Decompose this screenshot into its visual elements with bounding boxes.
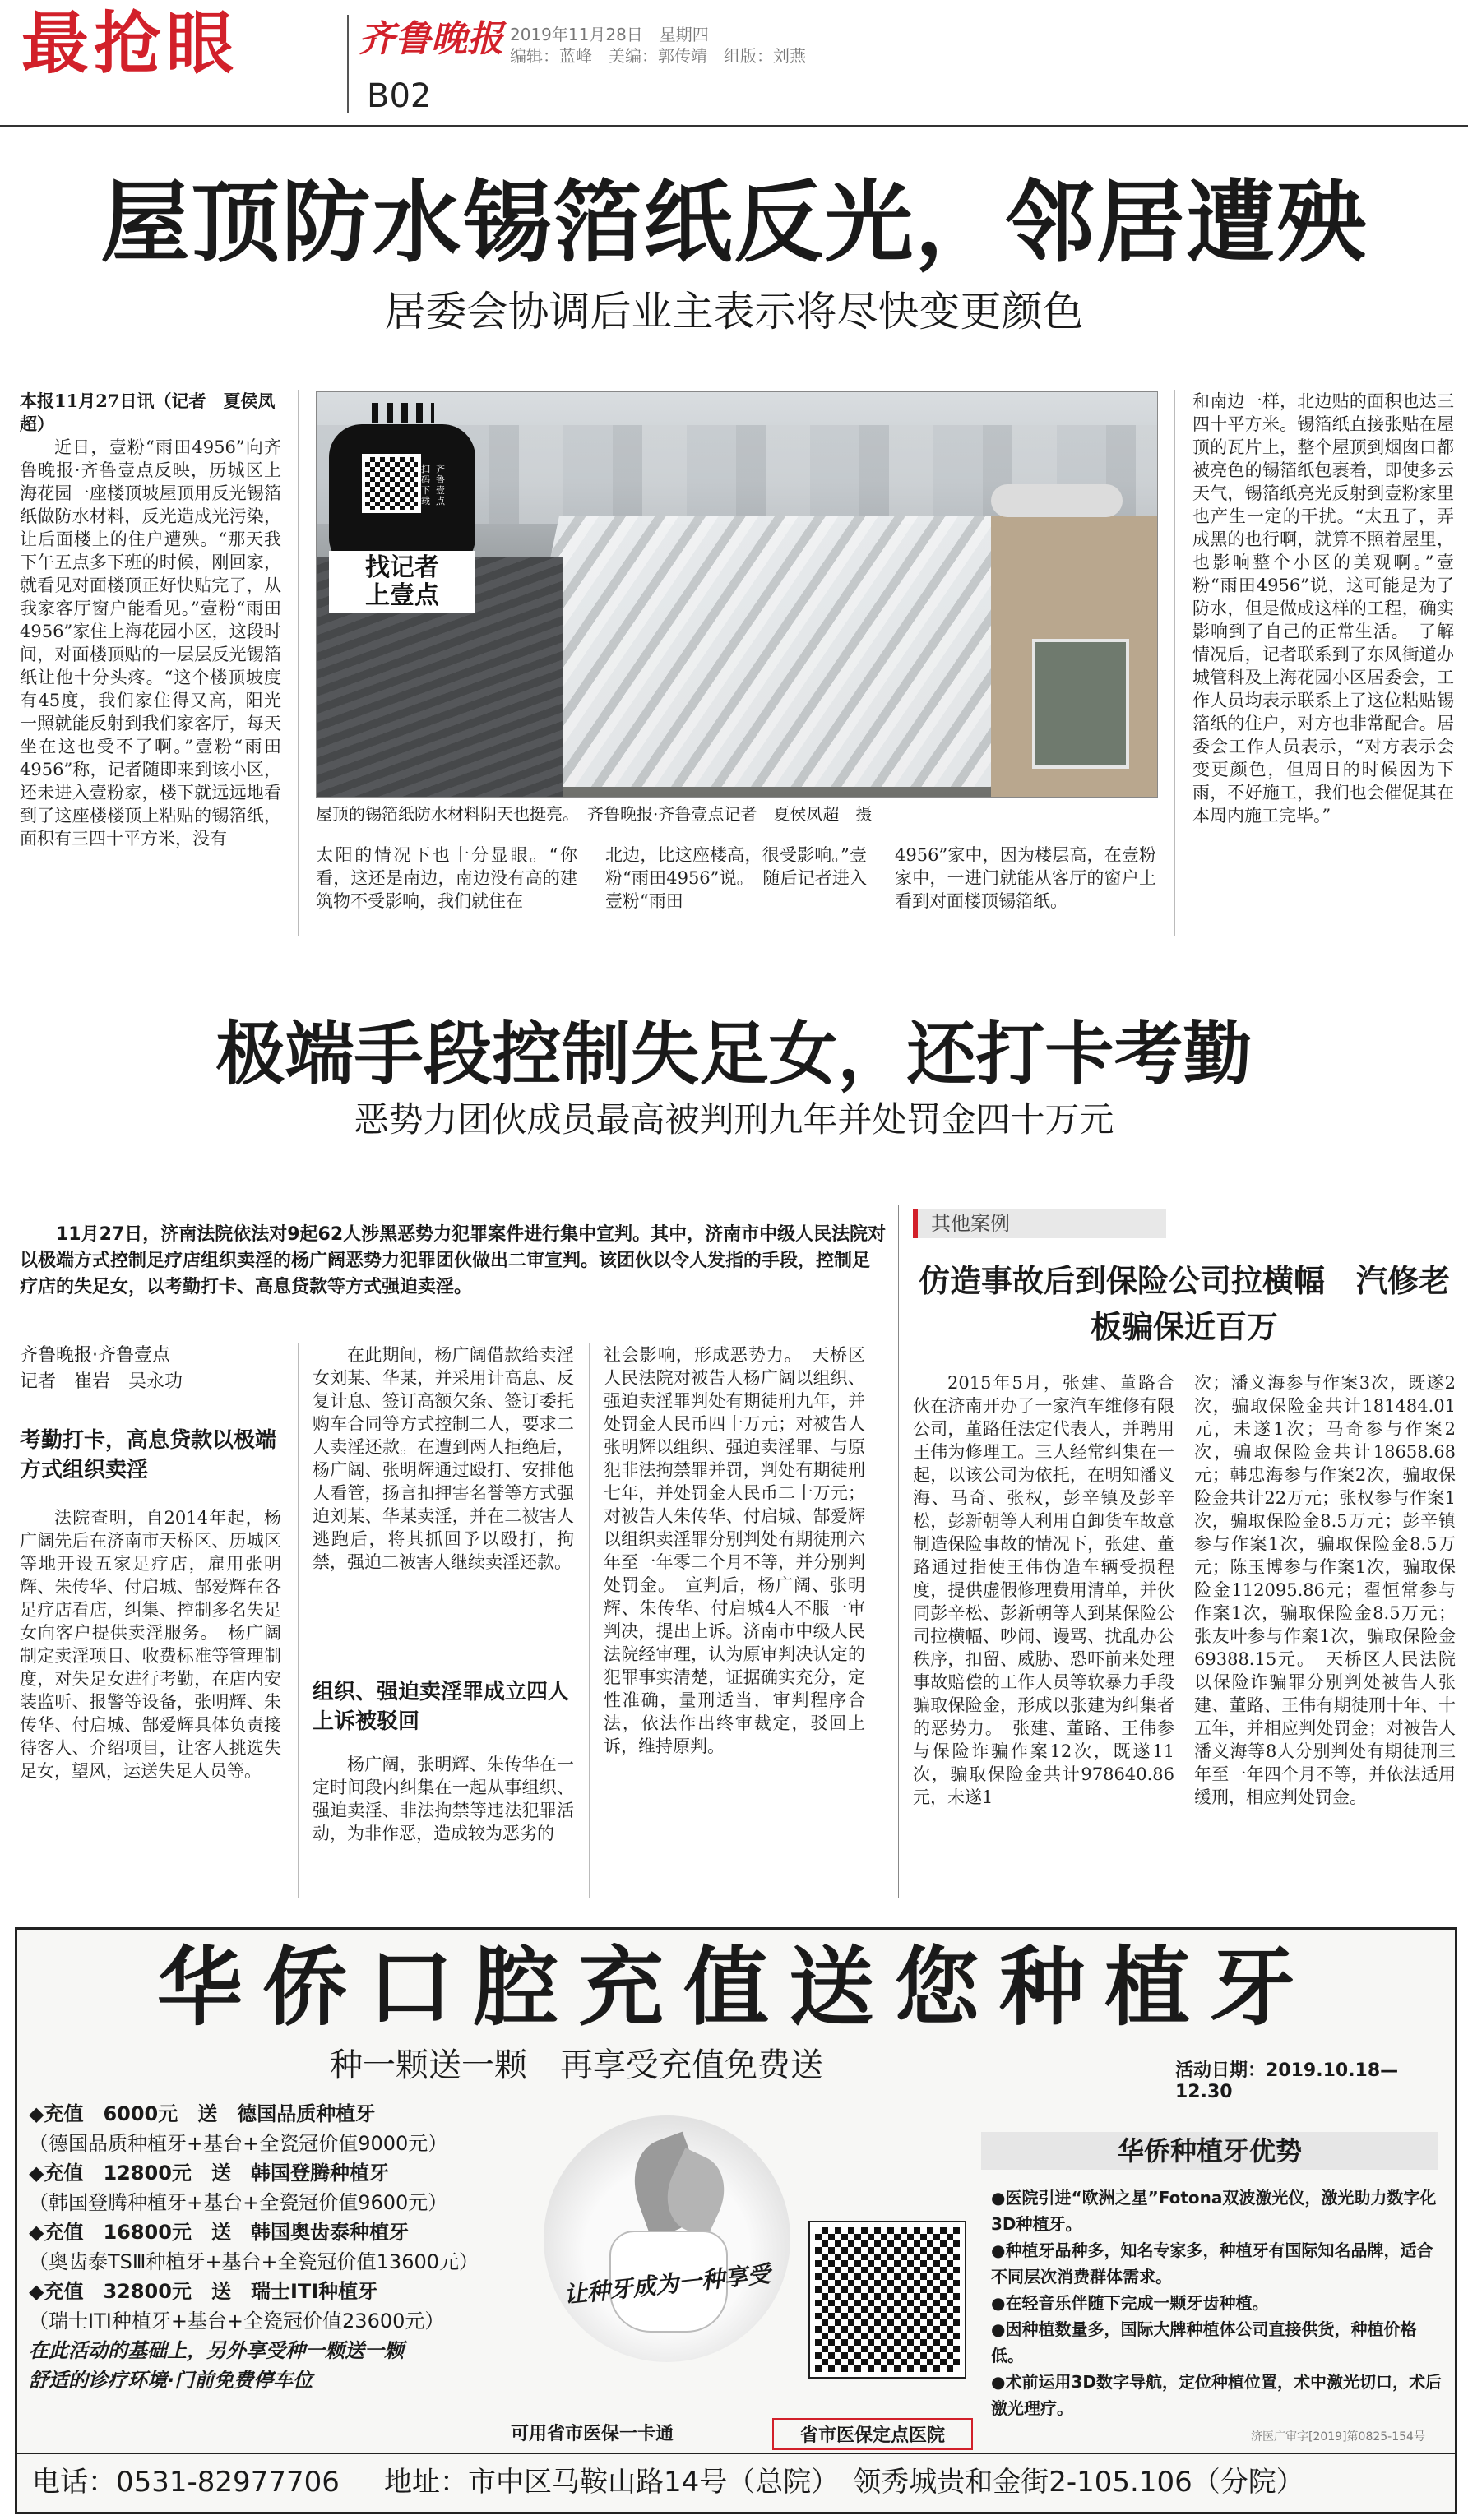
advantage-item: ●种植牙品种多，知名专家多，种植牙有国际知名品牌，适合不同层次消费群体需求。 <box>991 2240 1433 2286</box>
ad-note-2: 舒适的诊疗环境·门前免费停车位 <box>29 2369 313 2392</box>
advantages-title: 华侨种植牙优势 <box>981 2132 1438 2170</box>
story2-subhead2: 组织、强迫卖淫罪成立四人上诉被驳回 <box>313 1680 570 1734</box>
qr-tag-app: 齐鲁壹点 <box>436 464 445 506</box>
story2-subhead: 恶势力团伙成员最高被判刑九年并处罚金四十万元 <box>354 1099 1114 1140</box>
offer-detail-3: （奥齿泰TSⅢ种植牙+基台+全瓷冠价值13600元） <box>29 2250 479 2273</box>
offer-line-4: ◆充值 32800元 送 瑞士ITI种植牙 <box>29 2280 378 2303</box>
qr-badge <box>329 403 475 628</box>
ad-phone[interactable]: 电话：0531-82977706 <box>32 2466 340 2499</box>
story2-col-b2: 杨广阔，张明辉、朱传华在一定时间段内纠集在一起从事组织、强迫卖淫、非法拘禁等违法犯罪活动，为非作恶，造成较为恶劣的 <box>313 1755 574 1843</box>
editor-credits: 编辑：蓝峰 美编：郭传靖 组版：刘燕 <box>510 46 806 66</box>
ad-note-1: 在此活动的基础上，另外享受种一颗送一颗 <box>29 2339 404 2362</box>
paper-logo: 齐鲁晚报 <box>359 18 503 60</box>
qr-code-icon[interactable] <box>362 454 421 513</box>
page-number: B02 <box>367 77 432 115</box>
col-rule <box>898 1205 899 1898</box>
offer-detail-1: （德国品质种植牙+基台+全瓷冠价值9000元） <box>29 2132 448 2155</box>
offer-list <box>29 2099 555 2395</box>
ad-activity-date: 活动日期：2019.10.18—12.30 <box>1175 2060 1399 2102</box>
masthead-rule <box>0 125 1468 127</box>
story2-col-a: 法院查明，自2014年起，杨广阔先后在济南市天桥区、历城区等地开设五家足疗店，雇用张明辉、朱传华、付启城、郜爱辉在各足疗店看店，纠集、控制多名失足女向客户提供卖淫服务。 杨广阔制定卖淫项目、收费标准等管理制度，对失足女进行考勤，在店内安装监听、报警等设备，张明辉、朱传华、付启城、郜爱辉具体负责接待客人、介绍项目，让客人挑选失足女，望风，运送失足人员等。 <box>20 1508 281 1781</box>
story1-headline: 屋顶防水锡箔纸反光，邻居遭殃 <box>100 172 1368 275</box>
ad-title: 华侨口腔充值送您种植牙 <box>156 1937 1315 2037</box>
ad-footer-rule <box>17 2453 1455 2454</box>
story2-subhead1: 考勤打卡，高息贷款以极端方式组织卖淫 <box>20 1428 277 1482</box>
side-label: 其他案例 <box>913 1209 1166 1238</box>
story1-byline: 本报11月27日讯（记者 夏侯凤超） <box>20 391 276 434</box>
advantage-item: ●术前运用3D数字导航，定位种植位置，术中激光切口，术后激光理疗。 <box>991 2372 1442 2418</box>
photo-foil-roof <box>502 516 1053 787</box>
ad-frame[interactable] <box>15 1927 1457 2514</box>
story2-byline2: 记者 崔岩 吴永功 <box>20 1371 183 1392</box>
ad-license: 济医广审字[2019]第0825-154号 <box>1251 2430 1425 2444</box>
insurance-badge: 省市医保定点医院 <box>772 2418 973 2450</box>
story2-byline1: 齐鲁晚报·齐鲁壹点 <box>20 1345 170 1366</box>
photo-caption: 屋顶的锡箔纸防水材料阴天也挺亮。 齐鲁晚报·齐鲁壹点记者 夏侯凤超 摄 <box>316 804 873 824</box>
story1-col4-bottom: 4956”家中，因为楼层高，在壹粉家中，一进门就能从客厅的窗户上看到对面楼顶锡箔纸。 <box>895 845 1156 911</box>
story1-col2-bottom: 太阳的情况下也十分显眼。“你看，这还是南边，南边没有高的建筑物不受影响，我们就住在 <box>316 845 577 911</box>
col-rule <box>298 390 299 936</box>
offer-detail-2: （韩国登腾种植牙+基台+全瓷冠价值9600元） <box>29 2191 448 2214</box>
col-rule <box>1174 390 1175 936</box>
advantage-item: ●医院引进“欧洲之星”Fotona双波激光仪，激光助力数字化3D种植牙。 <box>991 2188 1437 2234</box>
story1-col1: 近日，壹粉“雨田4956”向齐鲁晚报·齐鲁壹点反映，历城区上海花园一座楼顶坡屋顶用反光锡箔纸做防水材料，反光造成光污染，让后面楼上的住户遭殃。“那天我下午五点多下班的时候，刚回家，就看见对面楼顶正好快贴完了，从我家客厅窗户能看见。”壹粉“雨田4956”家住上海花园小区，这段时间，对面楼顶贴的一层层反光锡箔纸让他十分头疼。“这个楼顶坡度有45度，我们家住得又高，阳光一照就能反射到我们家客厅，每天坐在这也受不了啊。”壹粉“雨田4956”称，记者随即来到该小区，还未进入壹粉家，楼下就远远地看到了这座楼楼顶上粘贴的锡箔纸，面积有三四十平方米，没有 <box>20 437 281 848</box>
story2-headline: 极端手段控制失足女，还打卡考勤 <box>215 1014 1253 1094</box>
qr-tag-download: 扫码下载 <box>421 464 430 506</box>
advantage-item: ●在轻音乐伴随下完成一颗牙齿种植。 <box>991 2293 1269 2313</box>
advantages-list <box>991 2185 1442 2421</box>
story2-lead: 11月27日，济南法院依法对9起62人涉黑恶势力犯罪案件进行集中宣判。其中，济南市中级人民法院对以极端方式控制足疗店组织卖淫的杨广阔恶势力犯罪团伙做出二审宣判。该团伙以令人发指的手段，控制足疗店的失足女，以考勤打卡、高息贷款等方式强迫卖淫。 <box>20 1224 887 1297</box>
col-rule <box>298 1343 299 1898</box>
card-note: 可用省市医保一卡通 <box>511 2424 674 2444</box>
photo-water-tank <box>991 484 1123 517</box>
story1-subhead: 居委会协调后业主表示将尽快变更颜色 <box>384 288 1084 335</box>
advantage-item: ●因种植数量多，国际大牌种植体公司直接供货，种植价格低。 <box>991 2319 1417 2365</box>
offer-line-2: ◆充值 12800元 送 韩国登腾种植牙 <box>29 2162 389 2185</box>
issue-date: 2019年11月28日 星期四 <box>510 25 709 44</box>
qr-banner: 找记者 上壹点 <box>329 551 475 613</box>
section-title: 最抢眼 <box>21 5 239 83</box>
masthead-divider <box>347 15 349 113</box>
ad-address: 地址：市中区马鞍山路14号（总院） 领秀城贵和金街2-105.106（分院） <box>384 2466 1304 2499</box>
side-headline: 仿造事故后到保险公司拉横幅 汽修老板骗保近百万 <box>918 1263 1450 1345</box>
story1-col3-bottom: 北边，比这座楼高，很受影响。”壹粉“雨田4956”说。 随后记者进入壹粉“雨田 <box>605 845 867 911</box>
ad-slogan: 种一颗送一颗 再享受充值免费送 <box>330 2046 823 2084</box>
offer-line-1: ◆充值 6000元 送 德国品质种植牙 <box>29 2102 376 2125</box>
tooth-illustration <box>544 2115 790 2362</box>
qr-badge-spikes <box>372 403 434 423</box>
side-col-e: 次；潘义海参与作案3次，既遂2次，骗取保险金共计181484.01元，未遂1次；马奇参与作案2次，骗取保险金共计18658.68元；韩忠海参与作案2次，骗取保险金共计22万元；张权参与作案1次，骗取保险金8.5万元；彭辛镇参与作案1次，骗取保险金8.5万元；陈玉博参与作案1次，骗取保险金112095.86元；翟恒常参与作案1次，骗取保险金8.5万元；张友叶参与作案1次，骗取保险金69388.15元。 天桥区人民法院以保险诈骗罪分别判处被告人张建、董路、王伟有期徒刑十年、十五年，并相应判处罚金；对被告人潘义海等8人分别判处有期徒刑三年至一年四个月不等，并依法适用缓刑，相应判处罚金。 <box>1194 1373 1456 1807</box>
story2-col-c: 社会影响，形成恶势力。 天桥区人民法院对被告人杨广阔以组织、强迫卖淫罪判处有期徒刑九年，并处罚金人民币四十万元；对被告人张明辉以组织、强迫卖淫罪、与原犯非法拘禁罪并罚，判处有期徒刑七年，并处罚金人民币二十万元；对被告人朱传华、付启城、郜爱辉以组织卖淫罪分别判处有期徒刑六年至一年零二个月不等，并分别判处罚金。 宣判后，杨广阔、张明辉、朱传华、付启城4人不服一审判决，提出上诉。济南市中级人民法院经审理，认为原审判决认定的犯罪事实清楚，证据确实充分，定性准确，量刑适当，审判程序合法，依法作出终审裁定，驳回上诉，维持原判。 <box>604 1345 865 1756</box>
side-col-d: 2015年5月，张建、董路合伙在济南开办了一家汽车维修有限公司，董路任法定代表人，并聘用王伟为修理工。三人经常纠集在一起，以该公司为依托，在明知潘义海、马奇、张权，彭辛镇及彭辛松，彭新朝等人利用自卸货车故意制造保险事故的情况下，张建、董路通过指使王伟伪造车辆受损程度，提供虚假修理费用清单，并伙同彭辛松、彭新朝等人到某保险公司拉横幅、吵闹、谩骂、扰乱办公秩序，扣留、威胁、恐吓前来处理事故赔偿的工作人员等软暴力手段骗取保险金，形成以张建为纠集者的恶势力。 张建、董路、王伟参与保险诈骗作案12次，既遂11次，骗取保险金共计978640.86元，未遂1 <box>913 1373 1174 1807</box>
offer-line-3: ◆充值 16800元 送 韩国奥齿泰种植牙 <box>29 2221 409 2244</box>
photo-window <box>1032 639 1129 769</box>
story2-col-b1: 在此期间，杨广阔借款给卖淫女刘某、华某，并采用计高息、反复计息、签订高额欠条、签订委托购车合同等方式控制二人，要求二人卖淫还款。在遭到两人拒绝后，杨广阔、张明辉通过殴打、安排他人看管，扬言扣押害名誉等方式强迫刘某、华某卖淫，并在二被害人逃跑后，将其抓回予以殴打，拘禁，强迫二被害人继续卖淫还款。 <box>313 1345 574 1572</box>
col-rule <box>589 1343 590 1898</box>
offer-detail-4: （瑞士ITI种植牙+基台+全瓷冠价值23600元） <box>29 2310 445 2333</box>
tooth-slogan: 让种牙成为一种享受 <box>563 2259 772 2310</box>
ad-qr-code[interactable] <box>810 2222 965 2377</box>
story1-col5: 和南边一样，北边贴的面积也达三四十平方米。锡箔纸直接张贴在屋顶的瓦片上，整个屋顶到烟囱口都被亮色的锡箔纸包裹着，即使多云天气，锡箔纸亮光反射到壹粉家里也产生一定的干扰。“太丑了，弄成黑的也行啊，就算不照着屋里，也影响整个小区的美观啊。”壹粉“雨田4956”说，这可能是为了防水，但是做成这样的工程，确实影响到了自己的正常生活。 了解情况后，记者联系到了东风街道办城管科及上海花园小区居委会，工作人员均表示联系上了这位粘贴锡箔纸的住户，对方也非常配合。居委会工作人员表示，“对方表示会变更颜色，但周日的时候因为下雨，不好施工，我们也会催促其在本周内施工完毕。” <box>1192 391 1454 825</box>
